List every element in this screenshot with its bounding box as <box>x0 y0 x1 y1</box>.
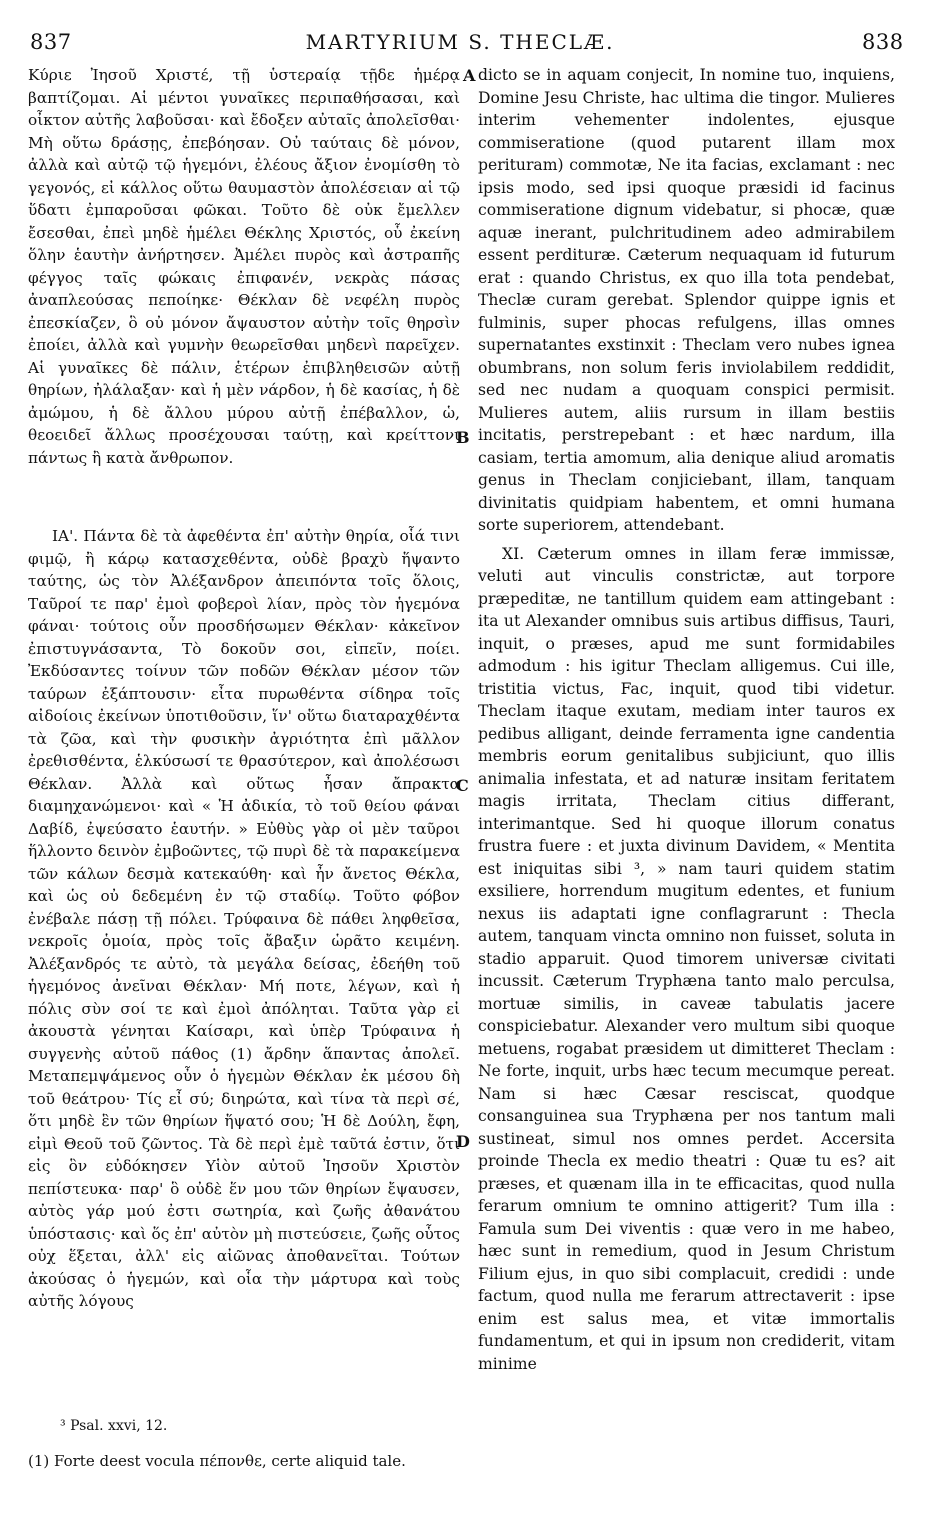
greek-paragraph-1: Κύριε Ἰησοῦ Χριστέ, τῇ ὑστεραίᾳ τῇδε ἡμέρᾳ βαπτίζομαι. Αἱ μέντοι γυναῖκες περιπαθήσασαι, καὶ οἶκτον αὐτῆς λαβοῦσαι· καὶ ἔδοξεν αὐταῖς ἀπολεῖσθαι· Μὴ οὕτω δράσῃς, ἐπεβόησαν. Οὐ ταύταις δὲ μόνον, ἀλλὰ καὶ αὐτῷ τῷ ἡγεμόνι, ἐλέους ἄξιον ἐνομίσθη τὸ γεγονός, εἰ κάλλος οὕτω θαυμαστὸν ἀπολέσειαν αἱ τῷ ὕδατι ἐμπαροῦσαι φῶκαι. Τοῦτο δὲ οὐκ ἔμελλεν ἔσεσθαι, ἐπεὶ μηδὲ ἡμέλει Θέκλης Χριστός, οὗ ἐκείνη ὅλην ἑαυτὴν ἀνήρτησεν. Ἀμέλει πυρὸς καὶ ἀστραπῆς φέγγος ταῖς φώκαις ἐπιφανέν, νεκρὰς πάσας ἀναπλεούσας πεποίηκε· Θέκλαν δὲ νεφέλη πυρὸς ἐπεσκίαζεν, ὃ οὐ μόνον ἄψαυστον αὐτὴν τοῖς θηρσὶν ἐποίει, ἀλλὰ καὶ γυμνὴν θεωρεῖσθαι μηδενὶ παρεῖχεν. Αἱ γυναῖκες δὲ πάλιν, ἑτέρων ἐπιβληθεισῶν αὐτῇ θηρίων, ἠλάλαξαν· καὶ ἡ μὲν νάρδον, ἡ δὲ κασίας, ἡ δὲ ἀμώμου, ἡ δὲ ἄλλου μύρου αὐτῇ ἐπέβαλλον, ὡ, θεοειδεῖ ἄλλως προσέχουσαι ταύτῃ, καὶ κρείττονι πάντως ἢ κατὰ ἄνθρωπον. <box>28 66 460 467</box>
footnote-note: (1) Forte deest vocula πέπονθε, certe aliquid tale. <box>28 1452 406 1470</box>
margin-letter-c: C <box>456 776 469 795</box>
latin-paragraph-2: XI. Cæterum omnes in illam feræ immissæ, veluti aut vinculis constrictæ, aut torpore præpeditæ, ne tantillum quidem eam attingebant : ita ut Alexander omnibus suis artibus diffisus, Tauri, inquit, o præses, apud me sunt formidabiles admodum : his igitur Theclam alligemus. Cui ille, tristitia victus, Fac, inquit, quod tibi videtur. Theclam itaque exutam, mediam inter tauros ex pedibus alligant, deinde ferramenta igne candentia membris eorum genitalibus subjiciunt, quo illis animalia infestata, et ad naturæ insitam feritatem magis irritata, Theclam citius differant, interimantque. Sed hi quoque illorum conatus frustra fuere : et juxta divinum Davidem, « Mentita est iniquitas sibi ³, » nam tauri quidem statim exsiliere, horrendum mugitum edentes, et funium nexus iis adaptati igne conflagrarunt : Thecla autem, tanquam vincta omnino non fuisset, soluta in stadio apparuit. Quod timorem universæ civitati incussit. Cæterum Tryphæna tanto malo perculsa, mortuæ similis, in caveæ tabulatis jacere conspiciebatur. Alexander vero multum sibi quoque metuens, rogabat præsidem ut dimitteret Theclam : Ne forte, inquit, urbs hæc tecum mecumque pereat. Nam si hæc Cæsar resciscat, quodque consanguinea sua Tryphæna per nos tantum mali sustineat, simul nos omnes perdet. Accersita proinde Thecla ex medio theatri : Quæ tu es? ait præses, et quænam illa in te efficacitas, quod nulla ferarum omnium te omnino attigerit? Tum illa : Famula sum Dei viventis : quæ vero in me habeo, hæc sunt in remedium, quod in Jesum Christum Filium ejus, in quo sibi complacuit, credidi : unde factum, quod nulla me ferarum attrectaverit : ipse enim est salus mea, et vitæ immortalis fundamentum, et qui in ipsum non crediderit, vitam minime <box>478 544 895 1373</box>
page-header <box>0 30 928 60</box>
page-number-left: 837 <box>30 30 72 54</box>
margin-letter-b: B <box>456 428 470 447</box>
greek-paragraph-2: ΙΑ'. Πάντα δὲ τὰ ἀφεθέντα ἐπ' αὐτὴν θηρία, οἷά τινι φιμῷ, ἢ κάρῳ κατασχεθέντα, οὐδὲ βραχὺ ἥψαντο ταύτης, ὡς τὸν Ἀλέξανδρον ἀπειπόντα τοῖς ὅλοις, Ταῦροί τε παρ' ἐμοὶ φοβεροὶ λίαν, πρὸς τὸν ἡγεμόνα φάναι· τούτοις οὖν προσδήσωμεν Θέκλαν· κἀκεῖνον ἐπιστυγνάσαντα, Τὸ δοκοῦν σοι, εἰπεῖν, ποίει. Ἐκδύσαντες τοίνυν τῶν ποδῶν Θέκλαν μέσον τῶν ταύρων ἐξάπτουσιν· εἶτα πυρωθέντα σίδηρα τοῖς αἰδοίοις ἐκείνων ὑποτιθοῦσιν, ἵν' οὕτω διαταραχθέντα τὰ ζῶα, καὶ τὴν φυσικὴν ἀγριότητα ἐπὶ μᾶλλον ἐρεθισθέντα, ἑλκύσωσί τε θρασύτερον, καὶ ἀπολέσωσι Θέκλαν. Ἀλλὰ καὶ οὕτως ἦσαν ἄπρακτα διαμηχανώμενοι· καὶ « Ἡ ἀδικία, τὸ τοῦ θείου φάναι Δαβίδ, ἐψεύσατο ἑαυτήν. » Εὐθὺς γὰρ οἱ μὲν ταῦροι ἥλλοντο δεινὸν ἐμβοῶντες, τῷ πυρὶ δὲ τὰ παρακείμενα τῶν κάλων δεσμὰ κατεκαύθη· καὶ ἦν ἄνετος Θέκλα, καὶ ὡς οὐ δεδεμένη ἐν τῷ σταδίῳ. Τοῦτο φόβον ἐνέβαλε πάσῃ τῇ πόλει. Τρύφαινα δὲ πάθει ληφθεῖσα, νεκροῖς ὁμοία, πρὸς τοῖς ἄβαξιν ὡρᾶτο κειμένη. Ἀλέξανδρός τε αὐτὸ, τὰ μεγάλα δείσας, ἐδεήθη τοῦ ἡγεμόνος ἀνεῖναι Θέκλαν· Μή ποτε, λέγων, καὶ ἡ πόλις σὺν σοί τε καὶ ἐμοὶ ἀπόληται. Ταῦτα γὰρ εἰ ἀκουστὰ γένηται Καίσαρι, καὶ ὑπὲρ Τρύφαινα ἡ συγγενὴς αὐτοῦ πάθος (1) ἄρδην ἅπαντας ἀπολεῖ. Μεταπεμψάμενος οὖν ὁ ἡγεμὼν Θέκλαν ἐκ μέσου δὴ τοῦ θεάτρου· Τίς εἶ σύ; διηρώτα, καὶ τίνα τὰ περὶ σέ, ὅτι μηδὲ ἓν τῶν θηρίων ἥψατό σου; Ἡ δὲ Δούλη, ἔφη, εἰμὶ Θεοῦ τοῦ ζῶντος. Τὰ δὲ περὶ ἐμὲ ταῦτά ἐστιν, ὅτι εἰς ὃν εὐδόκησεν Υἱὸν αὐτοῦ Ἰησοῦν Χριστὸν πεπίστευκα· παρ' ὃ οὐδὲ ἕν μου τῶν θηρίων ἔψαυσεν, αὐτὸς γάρ μού ἐστι σωτηρία, καὶ ζωῆς ἀθανάτου ὑπόστασις· καὶ ὅς ἐπ' αὐτὸν μὴ πιστεύσειε, ζωῆς οὗτος οὐχ ἕξεται, ἀλλ' εἰς αἰῶνας ἀποθανεῖται. Τούτων ἀκούσας ὁ ἡγεμών, καὶ οἷα τὴν μάρτυρα καὶ τοὺς αὐτῆς λόγους <box>28 527 460 1310</box>
latin-paragraph-1: dicto se in aquam conjecit, In nomine tuo, inquiens, Domine Jesu Christe, hac ultima die tingor. Mulieres interim vehementer indolentes, ejusque commiseratione (quod putarent illam mox perituram) commotæ, Ne ita facias, exclamant : nec ipsis modo, sed ipsi quoque præsidi id facinus commiseratione dignum videbatur, si phocæ, quæ aquæ inerant, pulchritudinem adeo admirabilem essent perdituræ. Cæterum nequaquam id futurum erat : quando Christus, ex quo illa tota pendebat, Theclæ curam gerebat. Splendor quippe ignis et fulminis, super phocas refulgens, illas omnes supernatantes exstinxit : Theclam vero nubes ignea obumbrans, non solum feris inviolabilem reddidit, sed nec nudam a quoquam conspici permisit. Mulieres autem, aliis rursum in illam bestiis incitatis, perstrepebant : et hæc nardum, illa casiam, tertia amomum, alia denique aliud aromatis genus in Theclam conjiciebant, illam, tanquam divinitatis quidpiam habentem, et omni humana sorte superiorem, attendebant. <box>478 66 895 534</box>
running-title: MARTYRIUM S. THECLÆ. <box>305 30 615 54</box>
footnote-reference: ³ Psal. xxvi, 12. <box>60 1418 168 1434</box>
margin-letter-d: D <box>456 1132 470 1151</box>
greek-column <box>28 64 460 1414</box>
margin-letter-a: A <box>463 66 476 85</box>
latin-column <box>478 64 895 1414</box>
page-number-right: 838 <box>862 30 904 54</box>
